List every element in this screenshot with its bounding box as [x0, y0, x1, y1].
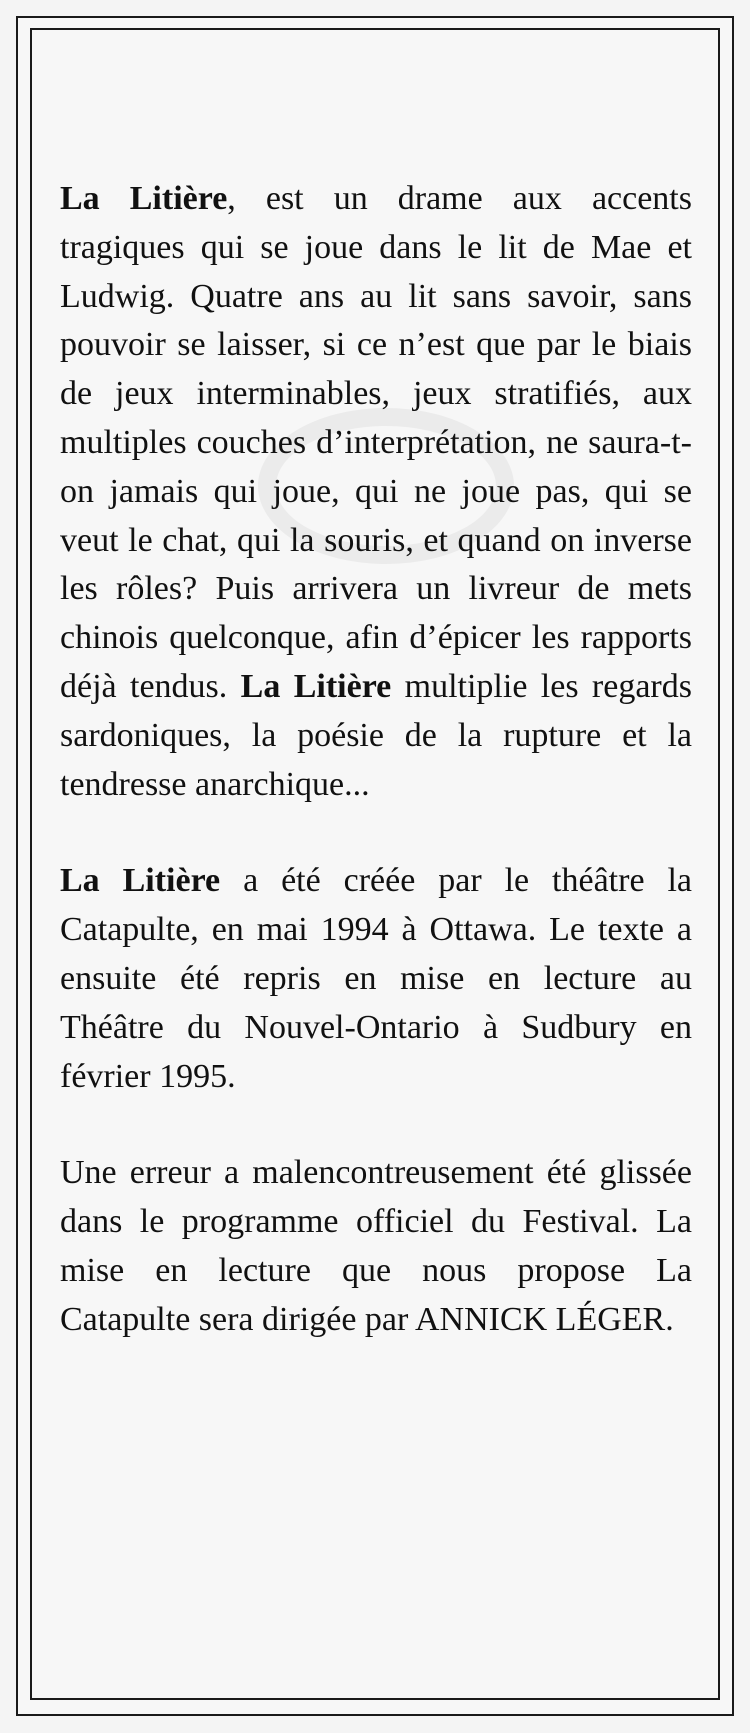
paragraph-erratum [60, 1149, 692, 1344]
paragraph-synopsis [60, 175, 692, 809]
paragraph-history [60, 857, 692, 1101]
title-emphasis: La Litière [60, 862, 221, 900]
synopsis-text-end: multiplie les regards sardoniques, la poésie de la rupture et la tendresse anarchique... [60, 667, 692, 803]
erratum-text: Une erreur a malencontreusement été glissée dans le programme officiel du Festival. La mise en lecture que nous propose La Catapulte sera dirigée par ANNICK LÉGER. [60, 1154, 692, 1338]
title-emphasis: La Litière [60, 180, 228, 217]
flyer-text-body [60, 175, 692, 1393]
title-emphasis: La Litière [240, 667, 392, 705]
history-text: a été créée par le théâtre la Catapulte, en mai 1994 à Ottawa. Le texte a ensuite été repris en mise en lecture au Théâtre du Nouvel-Ontario à Sudbury en février 1995. [60, 862, 692, 1095]
synopsis-text: , est un drame aux accents tragiques qui se joue dans le lit de Mae et Ludwig. Quatre ans au lit sans savoir, sans pouvoir se laisser, si ce n’est que par le biais de jeux interminables, jeux stratifiés, aux multiples couches d’interprétation, ne saura-t-on jamais qui joue, qui ne joue pas, qui se veut le chat, qui la souris, et quand on inverse les rôles? Puis arrivera un livreur de mets chinois quelconque, afin d’épicer les rapports déjà tendus. [60, 180, 692, 705]
